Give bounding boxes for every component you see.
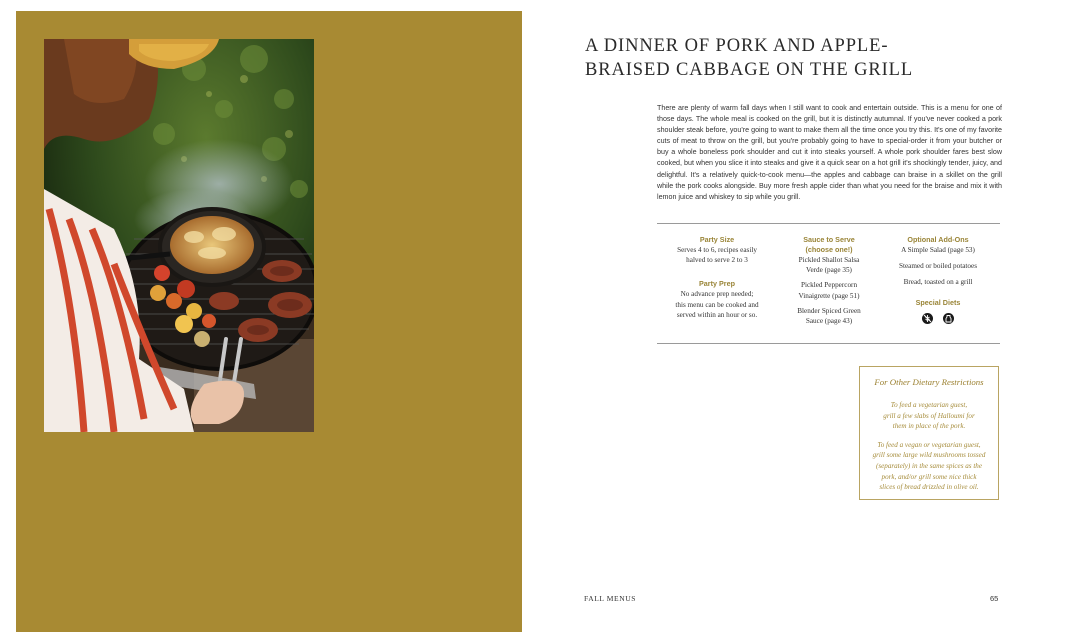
intro-paragraph: There are plenty of warm fall days when I still want to cook and entertain outside. This is a menu for one of those days. The whole meal is cooked on the grill, but it is distinctly autumnal. If you've never cooked a pork shoulder steak before, you're going to want to make them all the time once you try this. It's one of my favorite cuts of meat to throw on the grill, but you're probably going to have to special-order it from your butcher or buy a whole boneless pork shoulder and cut it into steaks yourself. A whole pork shoulder fares best slow cooked, but when you slice it into steaks and give it a quick sear on a hot grill it's shockingly tender, juicy, and delightful. It's a relatively quick-to-cook menu—the apples and cabbage can braise in a skillet on the grill while the pork cooks alongside. Buy more fresh apple cider than what you need for the braise and mix it with lemon juice and whiskey to sip while you grill. [657, 104, 1002, 201]
special-diets-heading: Special Diets [915, 297, 961, 307]
party-prep-line: No advance prep needed; [680, 290, 754, 299]
sauce-item: Pickled Peppercorn [800, 281, 858, 290]
addon-item: A Simple Salad (page 53) [901, 246, 975, 254]
page-number: 65 [990, 594, 999, 603]
sauce-item: Pickled Shallot Salsa [798, 256, 860, 264]
sauce-item: Sauce (page 43) [805, 317, 853, 326]
dietary-box-line: grill a few slabs of Halloumi for [883, 411, 975, 420]
dietary-box-line: To feed a vegan or vegetarian guest, [877, 440, 981, 449]
title-line-2: BRAISED CABBAGE ON THE GRILL [585, 60, 914, 80]
addons-heading: Optional Add-Ons [907, 235, 969, 244]
party-prep-heading: Party Prep [699, 279, 735, 289]
dietary-box-line: pork, and/or grill some nice thick [881, 472, 977, 481]
sauce-item: Vinaigrette (page 51) [798, 291, 860, 300]
dietary-restrictions-box [859, 366, 999, 500]
sauce-heading: Sauce to Serve [803, 235, 855, 244]
dietary-box-line: (separately) in the same spices as the [876, 461, 982, 470]
party-size-line: Serves 4 to 6, recipes easily [677, 246, 757, 254]
sauce-item: Blender Spiced Green [797, 306, 861, 315]
addons-column [884, 235, 992, 324]
title-line-1: A DINNER OF PORK AND APPLE- [585, 36, 889, 56]
dietary-box-line: grill some large wild mushrooms tossed [872, 451, 986, 460]
bottom-divider [657, 343, 1000, 344]
addon-item: Steamed or boiled potatoes [898, 262, 978, 271]
party-column [660, 235, 774, 320]
grill-photo [44, 39, 314, 432]
top-divider [657, 223, 1000, 224]
sauce-column [776, 235, 882, 326]
section-footer: FALL MENUS [584, 594, 637, 603]
sauce-item: Verde (page 35) [806, 266, 852, 275]
dietary-box-line: slices of bread drizzled in olive oil. [879, 483, 979, 492]
dietary-box-line: To feed a vegetarian guest, [890, 401, 968, 409]
party-size-heading: Party Size [699, 235, 735, 244]
addon-item: Bread, toasted on a grill [903, 278, 973, 287]
party-size-line: halved to serve 2 to 3 [686, 256, 748, 265]
dairy-free-icon [943, 313, 954, 324]
gluten-free-icon [922, 313, 933, 324]
dietary-box-line: them in place of the pork. [892, 422, 966, 431]
party-prep-line: served within an hour or so. [676, 310, 758, 319]
recipe-title [585, 34, 1005, 82]
special-diets-icons [884, 313, 992, 324]
sauce-subheading: (choose one!) [805, 245, 853, 254]
dietary-box-title: For Other Dietary Restrictions [874, 377, 984, 387]
party-prep-line: this menu can be cooked and [675, 300, 759, 309]
